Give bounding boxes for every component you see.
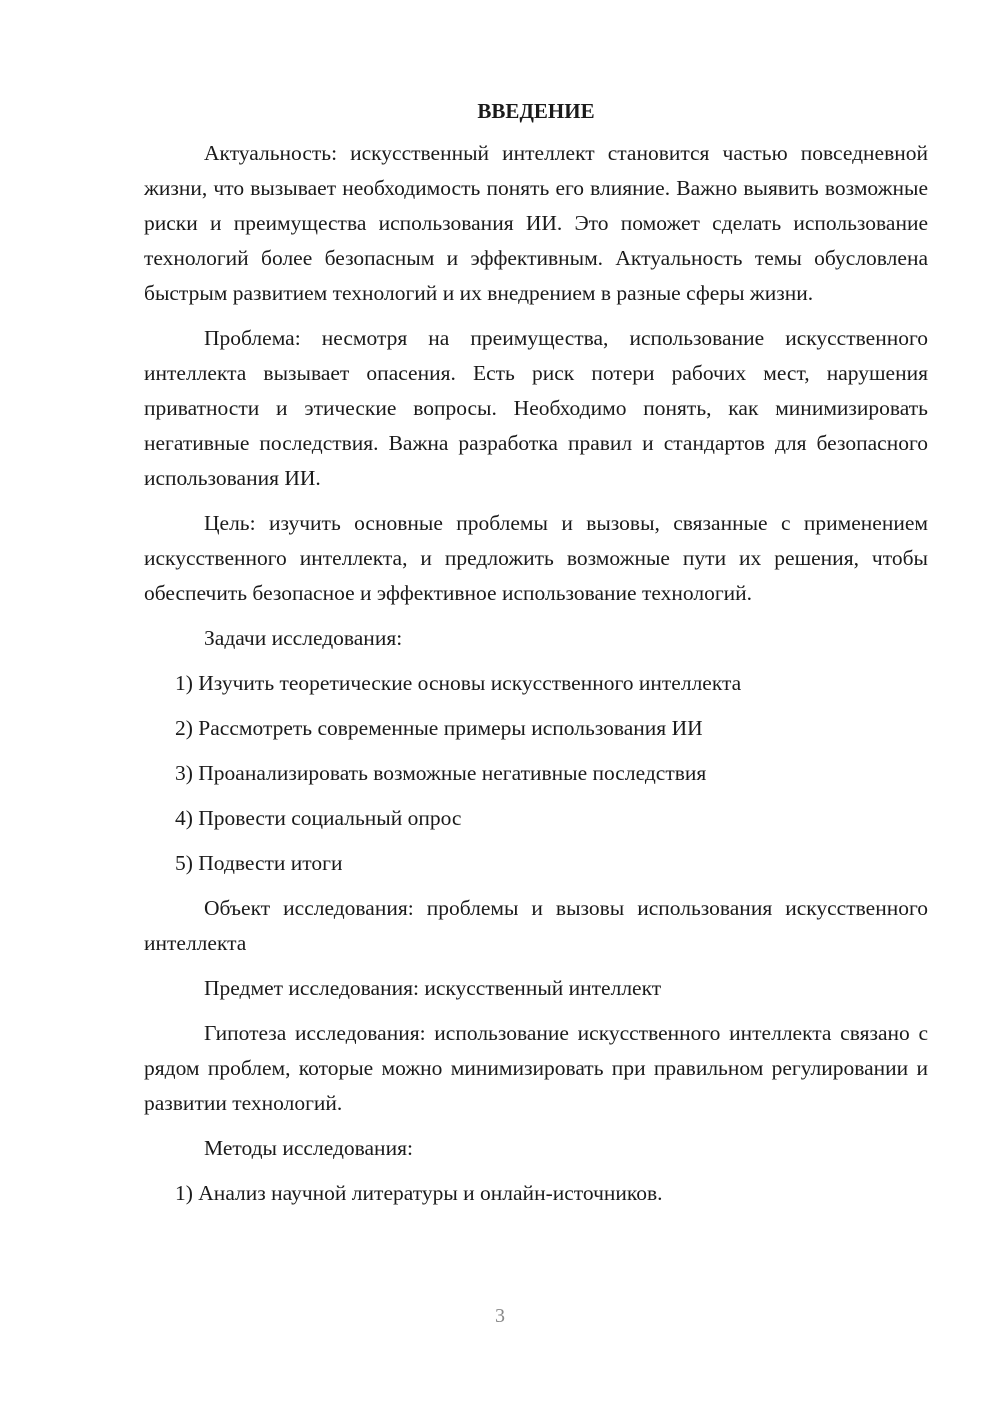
task-item: 2) Рассмотреть современные примеры использования ИИ xyxy=(175,716,703,740)
page-content xyxy=(144,96,928,1221)
relevance-paragraph: Актуальность: искусственный интеллект становится частью повседневной жизни, что вызывает необходимость понять его влияние. Важно выявить возможные риски и преимущества использования ИИ. Это поможет сделать использование технологий более безопасным и эффективным. Актуальность темы обусловлена быстрым развитием технологий и их внедрением в разные сферы жизни. xyxy=(144,141,928,305)
tasks-heading: Задачи исследования: xyxy=(204,626,403,650)
method-item: 1) Анализ научной литературы и онлайн-источников. xyxy=(175,1181,663,1205)
section-title: ВВЕДЕНИЕ xyxy=(477,99,595,123)
subject-paragraph: Предмет исследования: искусственный интеллект xyxy=(204,976,662,1000)
task-item: 3) Проанализировать возможные негативные последствия xyxy=(175,761,707,785)
methods-heading: Методы исследования: xyxy=(204,1136,413,1160)
page-number: 3 xyxy=(495,1305,505,1327)
task-item: 5) Подвести итоги xyxy=(175,851,343,875)
task-item: 1) Изучить теоретические основы искусственного интеллекта xyxy=(175,671,742,695)
goal-paragraph: Цель: изучить основные проблемы и вызовы, связанные с применением искусственного интеллекта, и предложить возможные пути их решения, чтобы обеспечить безопасное и эффективное использование технологий. xyxy=(144,511,928,605)
problem-paragraph: Проблема: несмотря на преимущества, использование искусственного интеллекта вызывает опасения. Есть риск потери рабочих мест, нарушения приватности и этические вопросы. Необходимо понять, как минимизировать негативные последствия. Важна разработка правил и стандартов для безопасного использования ИИ. xyxy=(144,326,928,490)
object-paragraph: Объект исследования: проблемы и вызовы использования искусственного интеллекта xyxy=(144,896,928,955)
hypothesis-paragraph: Гипотеза исследования: использование искусственного интеллекта связано с рядом проблем, которые можно минимизировать при правильном регулировании и развитии технологий. xyxy=(144,1021,928,1115)
task-item: 4) Провести социальный опрос xyxy=(175,806,462,830)
